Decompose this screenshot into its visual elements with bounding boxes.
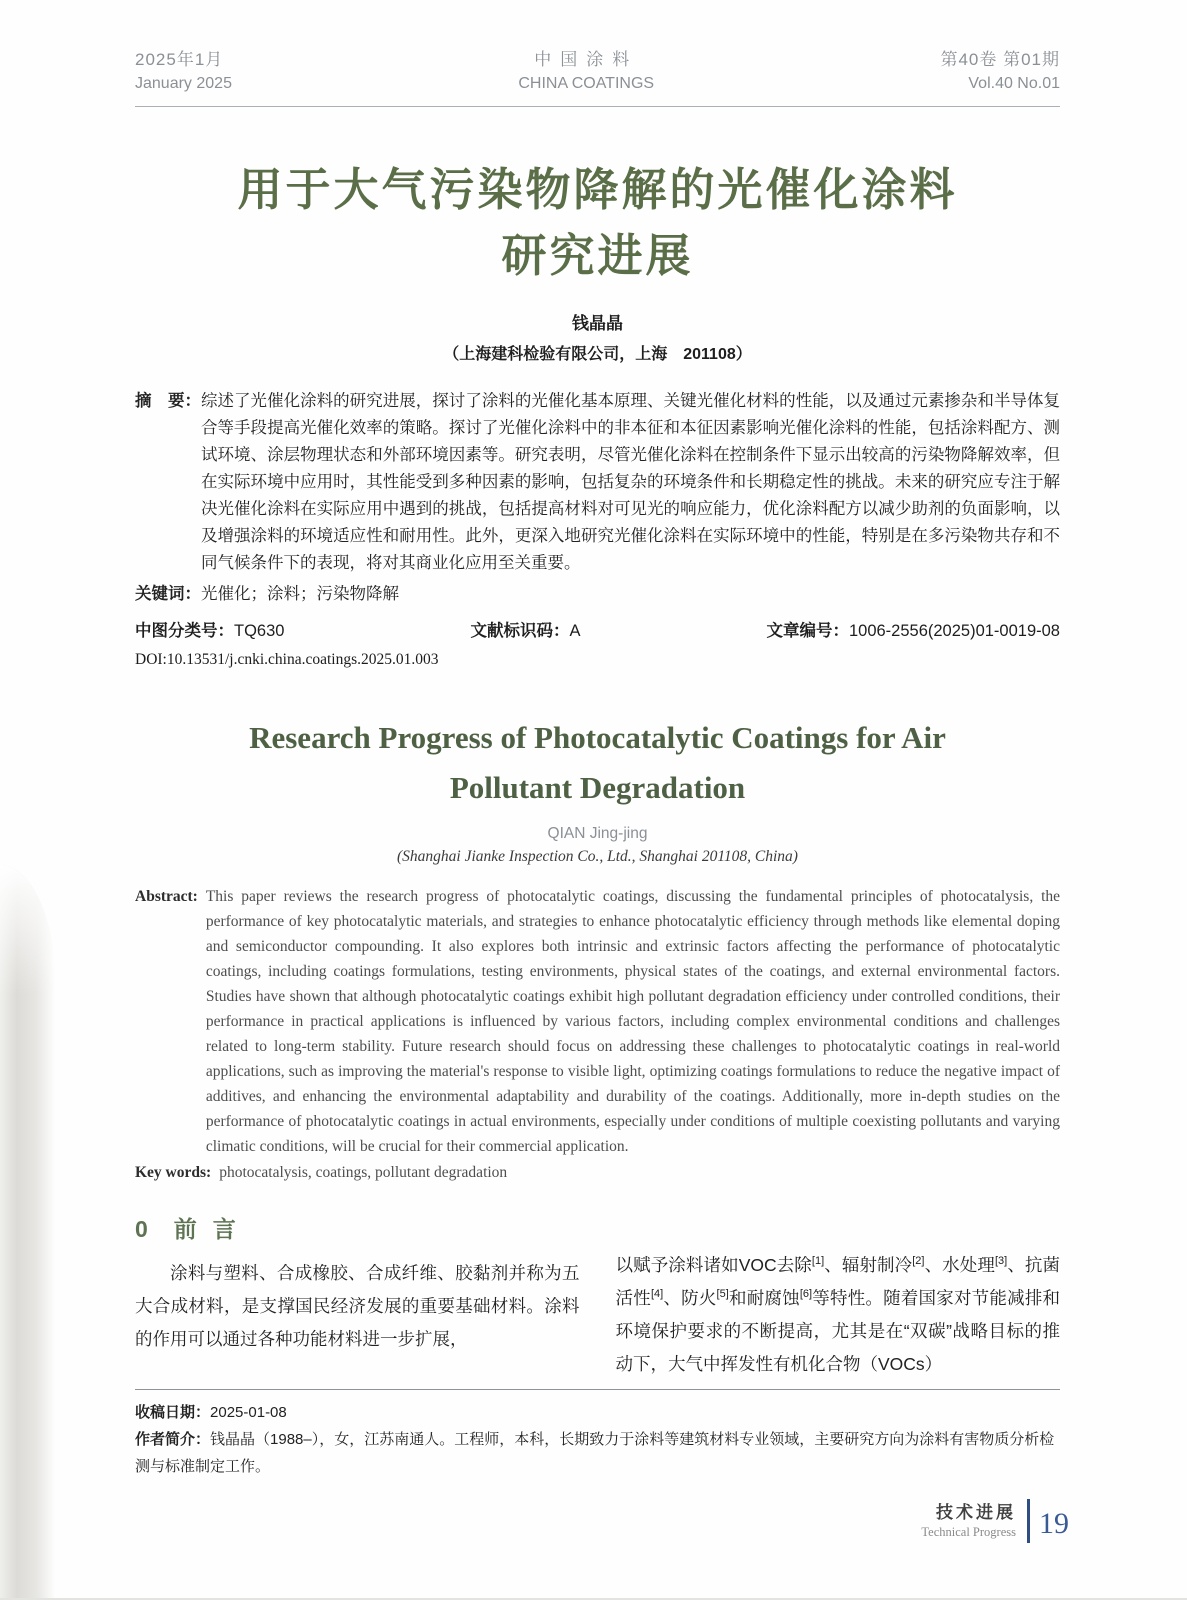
- abstract-en-label: Abstract:: [135, 888, 198, 905]
- author-bio-value: 钱晶晶（1988–），女，江苏南通人。工程师，本科，长期致力于涂料等建筑材料专业领域，主要研究方向为涂料有害物质分析检测与标准制定工作。: [135, 1431, 1055, 1475]
- author-cn: 钱晶晶: [572, 314, 623, 333]
- article-id-value: 1006-2556(2025)01-0019-08: [848, 622, 1060, 640]
- keywords-cn-text: 光催化；涂料；污染物降解: [201, 585, 399, 603]
- article-id-label: 文章编号：: [766, 622, 849, 640]
- volume-issue-cn: 第40卷 第01期: [940, 50, 1060, 69]
- abstract-cn-text: 综述了光催化涂料的研究进展，探讨了涂料的光催化基本原理、关键光催化材料的性能，以及通过元素掺杂和半导体复合等手段提高光催化效率的策略。探讨了光催化涂料中的非本征和本征因素影响光催化涂料的性能，包括涂料配方、测试环境、涂层物理状态和外部环境因素等。研究表明，尽管光催化涂料在控制条件下显示出较高的污染物降解效率，但在实际环境中应用时，其性能受到多种因素的影响，包括复杂的环境条件和长期稳定性的挑战。未来的研究应专注于解决光催化涂料在实际应用中遇到的挑战，包括提高材料对可见光的响应能力，优化涂料配方以减少助剂的负面影响，以及增强涂料的环境适应性和耐用性。此外，更深入地研究光催化涂料在实际环境中的性能，特别是在多污染物共存和不同气候条件下的表现，将对其商业化应用至关重要。: [201, 392, 1060, 572]
- classification-row: [135, 620, 1060, 642]
- article-title-en-line1: Research Progress of Photocatalytic Coatings for Air: [249, 720, 946, 755]
- page-number: 19: [1039, 1507, 1069, 1540]
- journal-name-en: CHINA COATINGS: [518, 75, 655, 92]
- journal-name-cn: 中国涂料: [534, 50, 639, 69]
- footer-column-name: [921, 1502, 1016, 1540]
- author-bio-line: [135, 1426, 1060, 1480]
- section-0-heading: [135, 1213, 580, 1245]
- affiliation-en: (Shanghai Jianke Inspection Co., Ltd., Shanghai 201108, China): [397, 848, 798, 865]
- body-paragraph-right: 以赋予涂料诸如VOC去除[1]、辐射制冷[2]、水处理[3]、抗菌活性[4]、防火[5]和耐腐蚀[6]等特性。随着国家对节能减排和环境保护要求的不断提高，尤其是在“双碳”战略目标的推动下，大气中挥发性有机化合物（VOCs）: [615, 1255, 1061, 1374]
- document-code: [470, 620, 580, 642]
- received-date-line: [135, 1399, 1060, 1426]
- article-id: [766, 620, 1060, 642]
- affiliation-cn: （上海建科检验有限公司，上海 201108）: [443, 346, 752, 363]
- clc-value: TQ630: [234, 622, 285, 640]
- header-journal-name: [232, 48, 940, 96]
- keywords-en-text: photocatalysis, coatings, pollutant degradation: [219, 1164, 508, 1181]
- body-columns: [135, 1213, 1060, 1381]
- article-title-cn-line1: 用于大气污染物降解的光催化涂料: [237, 164, 958, 215]
- footer-divider-bar: [1027, 1499, 1030, 1543]
- keywords-cn-label: 关键词：: [135, 585, 201, 603]
- page-footer: [921, 1496, 1069, 1546]
- footer-column-cn: 技术进展: [936, 1503, 1016, 1522]
- volume-issue-en: Vol.40 No.01: [968, 75, 1060, 92]
- clc-number: [135, 620, 284, 642]
- footnote: [135, 1389, 1060, 1480]
- scan-edge-shadow: [0, 865, 56, 1600]
- document-code-value: A: [569, 622, 581, 640]
- keywords-en-label: Key words:: [135, 1164, 212, 1181]
- author-en: QIAN Jing-jing: [547, 825, 648, 842]
- author-bio-label: 作者简介：: [135, 1431, 211, 1448]
- article-title-cn-line2: 研究进展: [501, 230, 694, 281]
- article-title-en: [135, 713, 1060, 813]
- section-0-title: 前言: [173, 1216, 252, 1242]
- keywords-en: [135, 1160, 1060, 1185]
- body-paragraph-left: 涂料与塑料、合成橡胶、合成纤维、胶黏剂并称为五大合成材料，是支撑国民经济发展的重要基础材料。涂料的作用可以通过各种功能材料进一步扩展，: [135, 1263, 580, 1349]
- abstract-cn-label: 摘 要：: [135, 392, 201, 410]
- keywords-cn: [135, 581, 1060, 608]
- body-column-right: [616, 1213, 1061, 1381]
- body-column-left: [135, 1213, 580, 1381]
- abstract-cn: [135, 388, 1060, 577]
- received-date-value: 2025-01-08: [210, 1404, 287, 1421]
- clc-label: 中图分类号：: [135, 622, 234, 640]
- document-code-label: 文献标识码：: [470, 622, 570, 640]
- article-title-cn: [135, 157, 1060, 289]
- header-volume-issue: [940, 48, 1060, 96]
- abstract-en: [135, 884, 1060, 1159]
- journal-header: [135, 0, 1060, 107]
- abstract-en-text: This paper reviews the research progress of photocatalytic coatings, discussing the fundamental principles of photocatalysis, the performance of key photocatalytic materials, and strategies to enhance photocatalytic efficiency through methods like elemental doping and semiconductor compounding. It also explores both intrinsic and extrinsic factors affecting the performance of photocatalytic coatings, including coatings formulations, testing environments, physical states of the coatings, and external environmental factors. Studies have shown that although photocatalytic coatings exhibit high pollutant degradation efficiency under controlled conditions, their performance in practical applications is influenced by various factors, including complex environmental conditions and challenges related to long-term stability. Future research should focus on addressing these challenges to photocatalytic coatings in real-world applications, such as improving the material's response to visible light, optimizing coatings formulations to reduce the negative impact of additives, and enhancing the environmental adaptability and durability of the coatings. Additionally, more in-depth studies on the performance of photocatalytic coatings in actual environments, especially under conditions of multiple coexisting pollutants and varying climatic conditions, will be crucial for their commercial application.: [205, 888, 1060, 1155]
- article-title-en-line2: Pollutant Degradation: [449, 770, 746, 805]
- received-date-label: 收稿日期：: [135, 1404, 211, 1421]
- header-date-cn: 2025年1月: [135, 50, 224, 69]
- footer-column-en: Technical Progress: [921, 1525, 1016, 1539]
- header-date-en: January 2025: [135, 75, 232, 92]
- doi: DOI:10.13531/j.cnki.china.coatings.2025.01.003: [135, 651, 439, 668]
- section-0-number: 0: [135, 1216, 148, 1242]
- header-date: [135, 48, 232, 96]
